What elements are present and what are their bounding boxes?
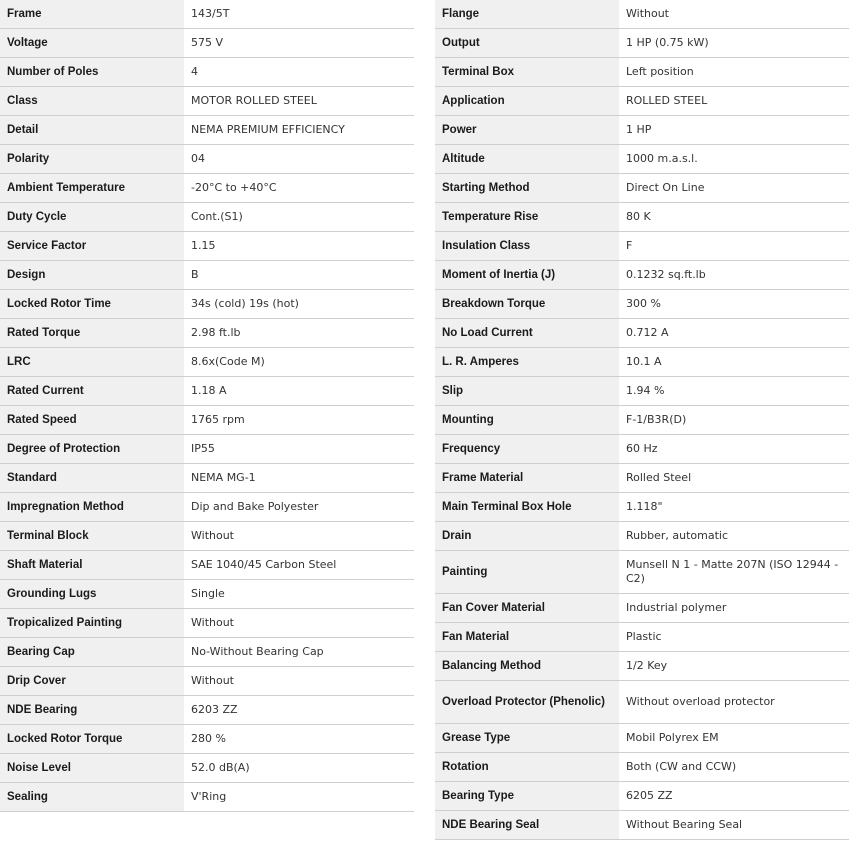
spec-label: Drip Cover: [0, 667, 184, 696]
spec-value: 0.712 A: [619, 319, 849, 348]
spec-value: F: [619, 232, 849, 261]
spec-label: Power: [435, 116, 619, 145]
spec-row: [435, 464, 849, 493]
spec-row: [0, 667, 414, 696]
spec-label: Impregnation Method: [0, 493, 184, 522]
spec-label: Mounting: [435, 406, 619, 435]
spec-value: 300 %: [619, 290, 849, 319]
spec-row: [0, 58, 414, 87]
spec-label: Terminal Box: [435, 58, 619, 87]
spec-value: 143/5T: [184, 0, 414, 29]
spec-value: 1.118": [619, 493, 849, 522]
spec-row: [435, 174, 849, 203]
spec-label: Standard: [0, 464, 184, 493]
spec-value: Rolled Steel: [619, 464, 849, 493]
spec-row: [435, 782, 849, 811]
spec-value: Rubber, automatic: [619, 522, 849, 551]
spec-row: [0, 232, 414, 261]
spec-row: [0, 783, 414, 812]
spec-label: Altitude: [435, 145, 619, 174]
spec-value: 6203 ZZ: [184, 696, 414, 725]
spec-value: Without: [184, 522, 414, 551]
spec-value: 10.1 A: [619, 348, 849, 377]
spec-row: [435, 319, 849, 348]
spec-value: Both (CW and CCW): [619, 753, 849, 782]
spec-row: [435, 623, 849, 652]
spec-row: [435, 493, 849, 522]
spec-label: Voltage: [0, 29, 184, 58]
spec-label: Application: [435, 87, 619, 116]
spec-row: [0, 580, 414, 609]
spec-value: 80 K: [619, 203, 849, 232]
spec-row: [0, 522, 414, 551]
spec-label: Terminal Block: [0, 522, 184, 551]
spec-value: 1 HP: [619, 116, 849, 145]
spec-label: Polarity: [0, 145, 184, 174]
spec-row: [435, 724, 849, 753]
spec-value: B: [184, 261, 414, 290]
spec-label: Fan Material: [435, 623, 619, 652]
spec-row: [0, 319, 414, 348]
spec-value: 4: [184, 58, 414, 87]
spec-label: No Load Current: [435, 319, 619, 348]
spec-row: [0, 87, 414, 116]
spec-label: Temperature Rise: [435, 203, 619, 232]
spec-label: Rated Current: [0, 377, 184, 406]
spec-label: Frequency: [435, 435, 619, 464]
spec-label: Degree of Protection: [0, 435, 184, 464]
spec-row: [0, 406, 414, 435]
spec-label: Noise Level: [0, 754, 184, 783]
spec-value: 52.0 dB(A): [184, 754, 414, 783]
spec-row: [0, 116, 414, 145]
spec-value: Dip and Bake Polyester: [184, 493, 414, 522]
spec-value: 34s (cold) 19s (hot): [184, 290, 414, 319]
spec-value: Single: [184, 580, 414, 609]
spec-value: Plastic: [619, 623, 849, 652]
spec-label: Moment of Inertia (J): [435, 261, 619, 290]
spec-label: Overload Protector (Phenolic): [435, 681, 619, 724]
spec-label: Tropicalized Painting: [0, 609, 184, 638]
spec-value: 1765 rpm: [184, 406, 414, 435]
spec-value: MOTOR ROLLED STEEL: [184, 87, 414, 116]
spec-value: 2.98 ft.lb: [184, 319, 414, 348]
spec-row: [435, 29, 849, 58]
spec-label: Sealing: [0, 783, 184, 812]
spec-label: Design: [0, 261, 184, 290]
spec-row: [435, 116, 849, 145]
spec-row: [0, 696, 414, 725]
spec-value: Without Bearing Seal: [619, 811, 849, 840]
spec-row: [0, 464, 414, 493]
spec-row: [435, 145, 849, 174]
spec-row: [0, 174, 414, 203]
spec-value: NEMA PREMIUM EFFICIENCY: [184, 116, 414, 145]
spec-value: V'Ring: [184, 783, 414, 812]
spec-row: [0, 638, 414, 667]
spec-label: Main Terminal Box Hole: [435, 493, 619, 522]
spec-label: Grounding Lugs: [0, 580, 184, 609]
spec-label: Grease Type: [435, 724, 619, 753]
spec-label: Rated Speed: [0, 406, 184, 435]
spec-value: -20°C to +40°C: [184, 174, 414, 203]
spec-label: Output: [435, 29, 619, 58]
spec-label: NDE Bearing: [0, 696, 184, 725]
spec-value: 0.1232 sq.ft.lb: [619, 261, 849, 290]
spec-label: Locked Rotor Time: [0, 290, 184, 319]
spec-value: Direct On Line: [619, 174, 849, 203]
spec-value: Without: [184, 609, 414, 638]
spec-value: NEMA MG-1: [184, 464, 414, 493]
spec-row: [435, 681, 849, 724]
spec-label: Frame: [0, 0, 184, 29]
spec-label: Bearing Cap: [0, 638, 184, 667]
spec-value: Industrial polymer: [619, 594, 849, 623]
spec-label: Shaft Material: [0, 551, 184, 580]
spec-row: [435, 435, 849, 464]
spec-label: Bearing Type: [435, 782, 619, 811]
spec-value: SAE 1040/45 Carbon Steel: [184, 551, 414, 580]
spec-row: [0, 435, 414, 464]
spec-row: [435, 348, 849, 377]
spec-label: Flange: [435, 0, 619, 29]
spec-value: 8.6x(Code M): [184, 348, 414, 377]
spec-row: [435, 232, 849, 261]
spec-value: No-Without Bearing Cap: [184, 638, 414, 667]
spec-value: 1.18 A: [184, 377, 414, 406]
spec-label: L. R. Amperes: [435, 348, 619, 377]
spec-label: Service Factor: [0, 232, 184, 261]
spec-table-right: [435, 0, 849, 840]
spec-row: [435, 811, 849, 840]
spec-value: Cont.(S1): [184, 203, 414, 232]
spec-label: Detail: [0, 116, 184, 145]
spec-value: Munsell N 1 - Matte 207N (ISO 12944 - C2): [619, 551, 849, 594]
spec-row: [435, 203, 849, 232]
spec-label: Ambient Temperature: [0, 174, 184, 203]
spec-row: [435, 551, 849, 594]
spec-row: [435, 58, 849, 87]
spec-row: [435, 377, 849, 406]
spec-row: [435, 290, 849, 319]
spec-value: Left position: [619, 58, 849, 87]
spec-label: Starting Method: [435, 174, 619, 203]
spec-label: Painting: [435, 551, 619, 594]
spec-row: [435, 522, 849, 551]
spec-value: 04: [184, 145, 414, 174]
spec-label: Drain: [435, 522, 619, 551]
spec-label: Duty Cycle: [0, 203, 184, 232]
spec-row: [0, 754, 414, 783]
spec-row: [435, 406, 849, 435]
spec-row: [435, 652, 849, 681]
spec-row: [0, 203, 414, 232]
spec-value: Mobil Polyrex EM: [619, 724, 849, 753]
spec-value: Without: [184, 667, 414, 696]
spec-value: Without overload protector: [619, 681, 849, 724]
spec-row: [435, 594, 849, 623]
spec-label: Fan Cover Material: [435, 594, 619, 623]
spec-label: Slip: [435, 377, 619, 406]
spec-row: [0, 609, 414, 638]
spec-value: 1/2 Key: [619, 652, 849, 681]
spec-label: Breakdown Torque: [435, 290, 619, 319]
spec-value: 1 HP (0.75 kW): [619, 29, 849, 58]
spec-row: [435, 261, 849, 290]
spec-value: 280 %: [184, 725, 414, 754]
spec-value: ROLLED STEEL: [619, 87, 849, 116]
spec-row: [0, 551, 414, 580]
spec-row: [0, 145, 414, 174]
spec-row: [0, 493, 414, 522]
spec-table-left: [0, 0, 414, 812]
spec-value: IP55: [184, 435, 414, 464]
spec-label: Frame Material: [435, 464, 619, 493]
spec-label: Class: [0, 87, 184, 116]
spec-row: [435, 753, 849, 782]
spec-label: Insulation Class: [435, 232, 619, 261]
spec-value: 1000 m.a.s.l.: [619, 145, 849, 174]
spec-value: F-1/B3R(D): [619, 406, 849, 435]
spec-row: [0, 29, 414, 58]
spec-row: [0, 261, 414, 290]
spec-row: [435, 87, 849, 116]
spec-row: [435, 0, 849, 29]
spec-label: Rated Torque: [0, 319, 184, 348]
spec-label: Rotation: [435, 753, 619, 782]
spec-row: [0, 0, 414, 29]
spec-row: [0, 377, 414, 406]
spec-row: [0, 348, 414, 377]
spec-label: Number of Poles: [0, 58, 184, 87]
spec-label: NDE Bearing Seal: [435, 811, 619, 840]
spec-label: LRC: [0, 348, 184, 377]
spec-value: 60 Hz: [619, 435, 849, 464]
spec-value: 6205 ZZ: [619, 782, 849, 811]
spec-value: 575 V: [184, 29, 414, 58]
spec-value: Without: [619, 0, 849, 29]
spec-label: Balancing Method: [435, 652, 619, 681]
spec-row: [0, 290, 414, 319]
spec-value: 1.15: [184, 232, 414, 261]
spec-label: Locked Rotor Torque: [0, 725, 184, 754]
spec-row: [0, 725, 414, 754]
spec-value: 1.94 %: [619, 377, 849, 406]
